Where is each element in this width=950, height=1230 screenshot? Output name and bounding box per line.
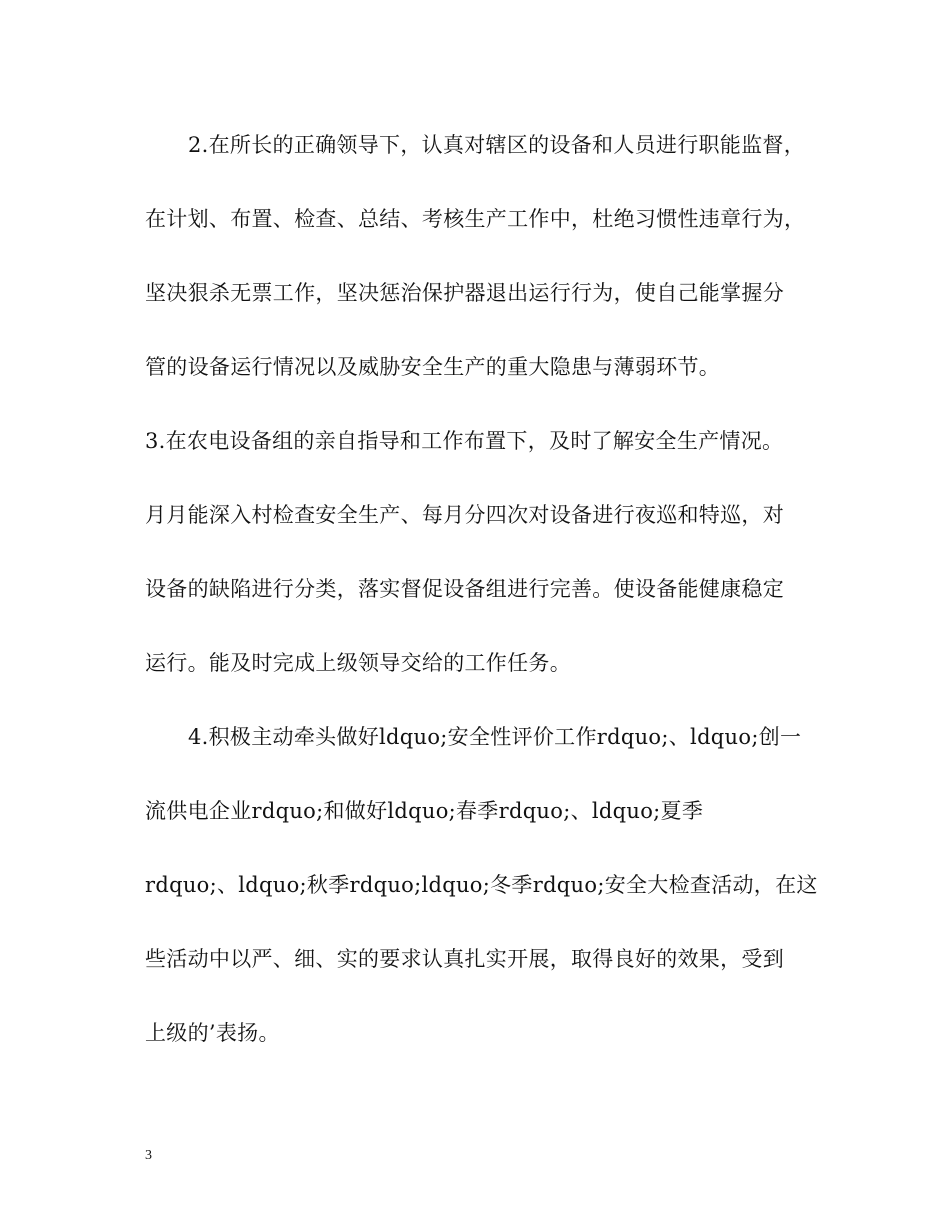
paragraph-2-line-4: 管的设备运行情况以及威胁安全生产的重大隐患与薄弱环节。 xyxy=(145,355,721,379)
paragraph-2-line-1: 2.在所长的正确领导下，认真对辖区的设备和人员进行职能监督， xyxy=(188,133,806,157)
paragraph-3-line-4: 运行。能及时完成上级领导交给的工作任务。 xyxy=(145,651,571,675)
page-number: 3 xyxy=(145,1148,152,1163)
paragraph-4-line-2: 流供电企业rdquo;和做好ldquo;春季rdquo;、ldquo;夏季 xyxy=(145,799,704,823)
paragraph-3-line-2: 月月能深入村检查安全生产、每月分四次对设备进行夜巡和特巡，对 xyxy=(145,503,784,527)
paragraph-4-line-4: 些活动中以严、细、实的要求认真扎实开展，取得良好的效果，受到 xyxy=(145,947,784,971)
paragraph-4-line-1: 4.积极主动牵头做好ldquo;安全性评价工作rdquo;、ldquo;创一 xyxy=(188,725,802,749)
paragraph-2-line-3: 坚决狠杀无票工作，坚决惩治保护器退出运行行为，使自己能掌握分 xyxy=(145,281,784,305)
paragraph-4-line-5: 上级的’表扬。 xyxy=(145,1021,280,1045)
paragraph-2-line-2: 在计划、布置、检查、总结、考核生产工作中，杜绝习惯性违章行为， xyxy=(145,207,806,231)
paragraph-3-line-3: 设备的缺陷进行分类，落实督促设备组进行完善。使设备能健康稳定 xyxy=(145,577,784,601)
paragraph-4-line-3: rdquo;、ldquo;秋季rdquo;ldquo;冬季rdquo;安全大检查活动，在这 xyxy=(145,873,818,897)
paragraph-3-line-1: 3.在农电设备组的亲自指导和工作布置下，及时了解安全生产情况。 xyxy=(145,429,784,453)
